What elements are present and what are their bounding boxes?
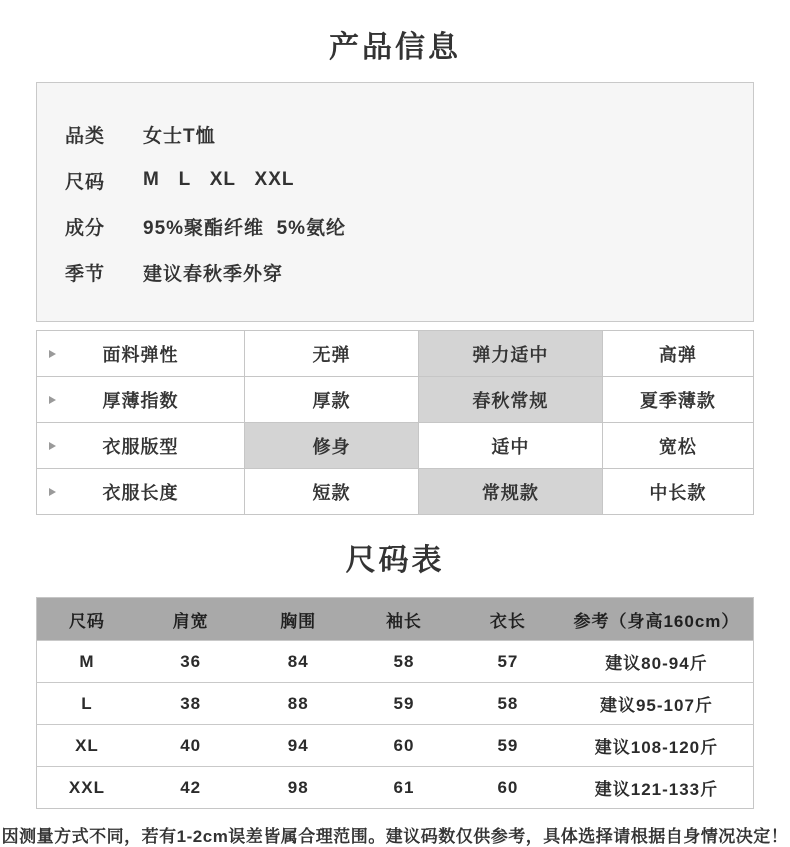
attribute-row	[37, 423, 754, 469]
info-value: 女士T恤	[143, 125, 216, 147]
attribute-option: 高弹	[602, 331, 753, 377]
size-table-cell: 88	[244, 683, 352, 725]
arrow-right-icon	[49, 396, 56, 404]
size-table-cell: 84	[244, 641, 352, 683]
page-title: 产品信息	[329, 31, 461, 64]
attribute-option: 短款	[244, 469, 418, 515]
attribute-option: 修身	[244, 423, 418, 469]
size-table-row	[37, 641, 754, 683]
size-table-header-cell: 胸围	[244, 598, 352, 641]
size-table-cell: 94	[244, 725, 352, 767]
info-row-category	[65, 111, 753, 157]
size-table-header-cell: 尺码	[37, 598, 137, 641]
size-table-row	[37, 683, 754, 725]
size-table-cell: 40	[137, 725, 245, 767]
arrow-right-icon	[49, 442, 56, 450]
size-table-cell: 建议121-133斤	[560, 767, 754, 809]
attribute-row	[37, 331, 754, 377]
size-table-row	[37, 767, 754, 809]
attribute-option: 适中	[419, 423, 603, 469]
attribute-row	[37, 469, 754, 515]
size-table-cell: 59	[456, 725, 560, 767]
size-table-cell: 36	[137, 641, 245, 683]
info-row-composition	[65, 203, 753, 249]
size-table-cell: 58	[456, 683, 560, 725]
attribute-label: 衣服版型	[37, 423, 245, 469]
size-table-cell: XXL	[37, 767, 137, 809]
attribute-option: 夏季薄款	[602, 377, 753, 423]
product-info-box	[36, 82, 754, 322]
size-table-cell: 59	[352, 683, 456, 725]
footnote-text: 因测量方式不同，若有1-2cm误差皆属合理范围。建议码数仅供参考，具体选择请根据自身情况决定！	[1, 827, 789, 846]
arrow-right-icon	[49, 350, 56, 358]
size-table-cell: M	[37, 641, 137, 683]
size-table-cell: 38	[137, 683, 245, 725]
attribute-label: 厚薄指数	[37, 377, 245, 423]
size-table-cell: L	[37, 683, 137, 725]
size-table-cell: 61	[352, 767, 456, 809]
attribute-option: 常规款	[419, 469, 603, 515]
size-table	[36, 597, 754, 809]
attribute-option: 弹力适中	[419, 331, 603, 377]
size-table-header-cell: 衣长	[456, 598, 560, 641]
attribute-option: 厚款	[244, 377, 418, 423]
size-table-row	[37, 725, 754, 767]
size-table-cell: 建议108-120斤	[560, 725, 754, 767]
attribute-label: 衣服长度	[37, 469, 245, 515]
size-table-cell: XL	[37, 725, 137, 767]
size-table-header-row	[37, 598, 754, 641]
attribute-row	[37, 377, 754, 423]
attribute-option: 春秋常规	[419, 377, 603, 423]
size-table-cell: 42	[137, 767, 245, 809]
size-table-header-cell: 参考（身高160cm）	[560, 598, 754, 641]
size-table-cell: 98	[244, 767, 352, 809]
info-label: 尺码	[65, 171, 106, 193]
attribute-option: 中长款	[602, 469, 753, 515]
info-label: 成分	[65, 217, 106, 239]
attributes-table	[36, 330, 754, 515]
info-value: 建议春秋季外穿	[143, 263, 284, 285]
size-table-cell: 58	[352, 641, 456, 683]
size-table-header-cell: 袖长	[352, 598, 456, 641]
arrow-right-icon	[49, 488, 56, 496]
info-value: 95%聚酯纤维 5%氨纶	[143, 217, 347, 239]
info-value: M L XL XXL	[143, 169, 295, 190]
info-row-season	[65, 249, 753, 295]
info-label: 品类	[65, 125, 106, 147]
size-table-cell: 57	[456, 641, 560, 683]
size-table-header-cell: 肩宽	[137, 598, 245, 641]
attribute-option: 无弹	[244, 331, 418, 377]
size-table-cell: 建议80-94斤	[560, 641, 754, 683]
size-table-cell: 60	[456, 767, 560, 809]
info-row-sizes	[65, 157, 753, 203]
size-chart-title: 尺码表	[345, 544, 445, 577]
size-table-cell: 建议95-107斤	[560, 683, 754, 725]
attribute-option: 宽松	[602, 423, 753, 469]
size-table-cell: 60	[352, 725, 456, 767]
info-label: 季节	[65, 263, 106, 285]
attribute-label: 面料弹性	[37, 331, 245, 377]
